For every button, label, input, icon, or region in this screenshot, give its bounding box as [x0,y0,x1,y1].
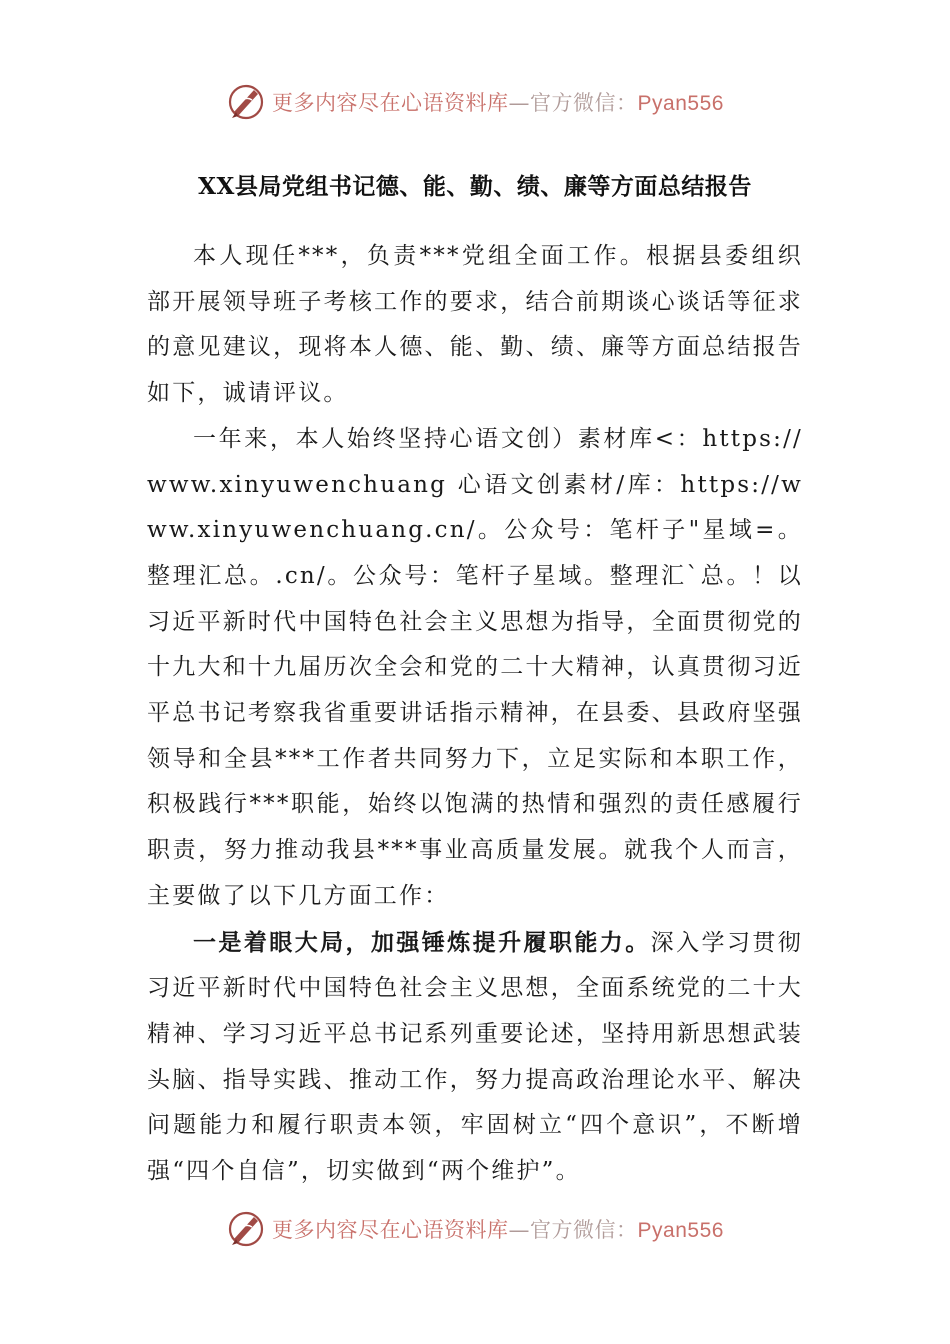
paragraph-3-lead: 一是着眼大局，加强锤炼提升履职能力。 [193,928,651,956]
watermark-text: 更多内容尽在心语资料库—官方微信：Pyan556 [272,1218,724,1242]
pen-logo-icon [226,1209,266,1249]
header-watermark-banner [0,80,950,124]
paragraph-3 [147,920,803,1195]
paragraph-2: 一年来，本人始终坚持心语文创）素材库<：https://www.xinyuwenchuang 心语文创素材/库：https://www.xinyuwenchuang.cn/。公众号：笔杆子"星域=。整理汇总。.cn/。公众号：笔杆子星域。整理汇`总。！以习近平新时代中国特色社会主义思想为指导，全面贯彻党的十九大和十九届历次全会和党的二十大精神，认真贯彻习近平总书记考察我省重要讲话指示精神，在县委、县政府坚强领导和全县***工作者共同努力下，立足实际和本职工作，积极践行***职能，始终以饱满的热情和强烈的责任感履行职责，努力推动我县***事业高质量发展。就我个人而言，主要做了以下几方面工作： [147,425,803,909]
document-body [147,234,803,1195]
watermark-text: 更多内容尽在心语资料库—官方微信：Pyan556 [272,91,724,115]
pen-logo-icon [226,82,266,122]
document-title: XX县局党组书记德、能、勤、绩、廉等方面总结报告 [198,173,752,200]
footer-watermark-banner [0,1207,950,1251]
paragraph-1: 本人现任***，负责***党组全面工作。根据县委组织部开展领导班子考核工作的要求，结合前期谈心谈话等征求的意见建议，现将本人德、能、勤、绩、廉等方面总结报告如下，诚请评议。 [147,243,803,407]
paragraph-3-body: 深入学习贯彻习近平新时代中国特色社会主义思想，全面系统党的二十大精神、学习习近平总书记系列重要论述，坚持用新思想武装头脑、指导实践、推动工作，努力提高政治理论水平、解决问题能力和履行职责本领，牢固树立“四个意识”，不断增强“四个自信”，切实做到“两个维护”。 [147,929,803,1185]
